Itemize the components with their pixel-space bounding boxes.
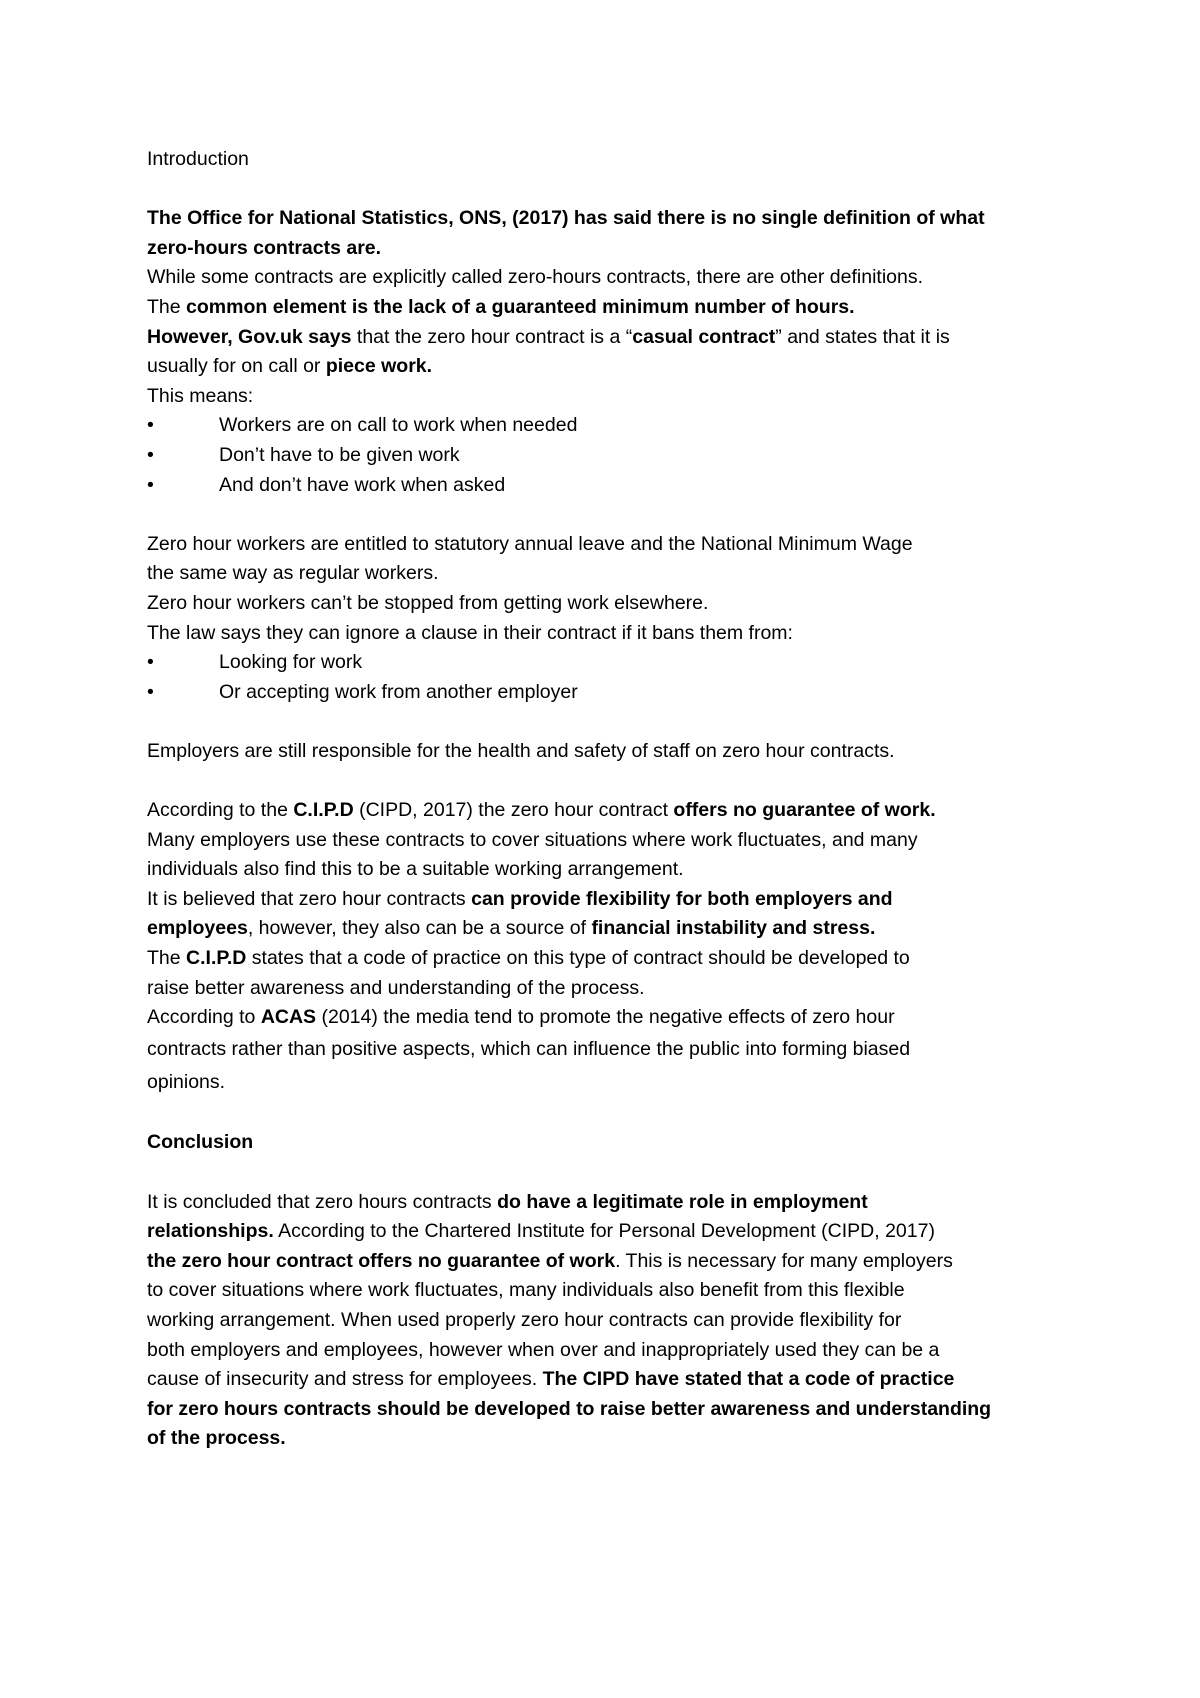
paragraph-ons-definition [147, 204, 1090, 263]
paragraph-conclusion: It is concluded that zero hours contracts do have a legitimate role in employment relationships. According to the Chartered Institute for Personal Development (CIPD, 2017) the zero hour contract offers no guarantee of work. This is necessary for many employers to cover situations where work fluctuates, many individuals also benefit from this flexible working arrangement. When used properly zero hour contracts can provide flexibility for both employers and employees, however when over and inappropriately used they can be a cause of insecurity and stress for employees. The CIPD have stated that a code of practice for zero hours contracts should be developed to raise better awareness and understanding of the process. [147, 1190, 992, 1450]
bullet-list-means [147, 411, 1090, 500]
list-item: • And don’t have work when asked [147, 471, 1090, 501]
heading-introduction: Introduction [147, 148, 249, 170]
bullet-list-clause [147, 648, 1090, 707]
paragraph-work-elsewhere: Zero hour workers can’t be stopped from getting work elsewhere. [147, 591, 709, 614]
bullet-icon: • [147, 680, 154, 703]
paragraph-govuk: However, Gov.uk says that the zero hour contract is a “casual contract” and states that it is usually for on call or piece work. [147, 325, 950, 378]
paragraph-employers-fluctuate: Many employers use these contracts to cover situations where work fluctuates, and many individuals also find this to be a suitable working arrangement. [147, 828, 918, 881]
bullet-icon: • [147, 443, 154, 466]
paragraph-entitlements: Zero hour workers are entitled to statutory annual leave and the National Minimum Wage the same way as regular workers. [147, 532, 913, 585]
this-means-label: This means: [147, 384, 254, 407]
heading-conclusion: Conclusion [147, 1131, 254, 1154]
paragraph-law-clause: The law says they can ignore a clause in their contract if it bans them from: [147, 621, 793, 644]
paragraph-flexibility: It is believed that zero hour contracts can provide flexibility for both employers and employees, however, they also can be a source of financial instability and stress. [147, 887, 893, 940]
bullet-icon: • [147, 473, 154, 496]
bullet-icon: • [147, 651, 154, 674]
ons-line-1: The Office for National Statistics, ONS, (2017) has said there is no single definition of what [147, 207, 985, 230]
bullet-icon: • [147, 414, 154, 437]
paragraph-code-of-practice: The C.I.P.D states that a code of practice on this type of contract should be developed to raise better awareness and understanding of the process. [147, 947, 910, 999]
paragraph-health-safety: Employers are still responsible for the health and safety of staff on zero hour contracts. [147, 739, 895, 762]
list-item: • Looking for work [147, 648, 1090, 678]
list-item: • Don’t have to be given work [147, 441, 1090, 471]
paragraph-acas: According to ACAS (2014) the media tend to promote the negative effects of zero hour contracts rather than positive aspects, which can influence the public into forming biased opinions. [147, 1006, 911, 1093]
paragraph-common-element: The common element is the lack of a guaranteed minimum number of hours. [147, 295, 855, 318]
list-item: • Or accepting work from another employer [147, 678, 1090, 708]
ons-line-2: zero-hours contracts are. [147, 236, 382, 259]
paragraph-explicit-contracts: While some contracts are explicitly called zero-hours contracts, there are other definitions. [147, 266, 924, 289]
list-item: • Workers are on call to work when needed [147, 411, 1090, 441]
paragraph-cipd: According to the C.I.P.D (CIPD, 2017) the zero hour contract offers no guarantee of work. [147, 799, 936, 822]
